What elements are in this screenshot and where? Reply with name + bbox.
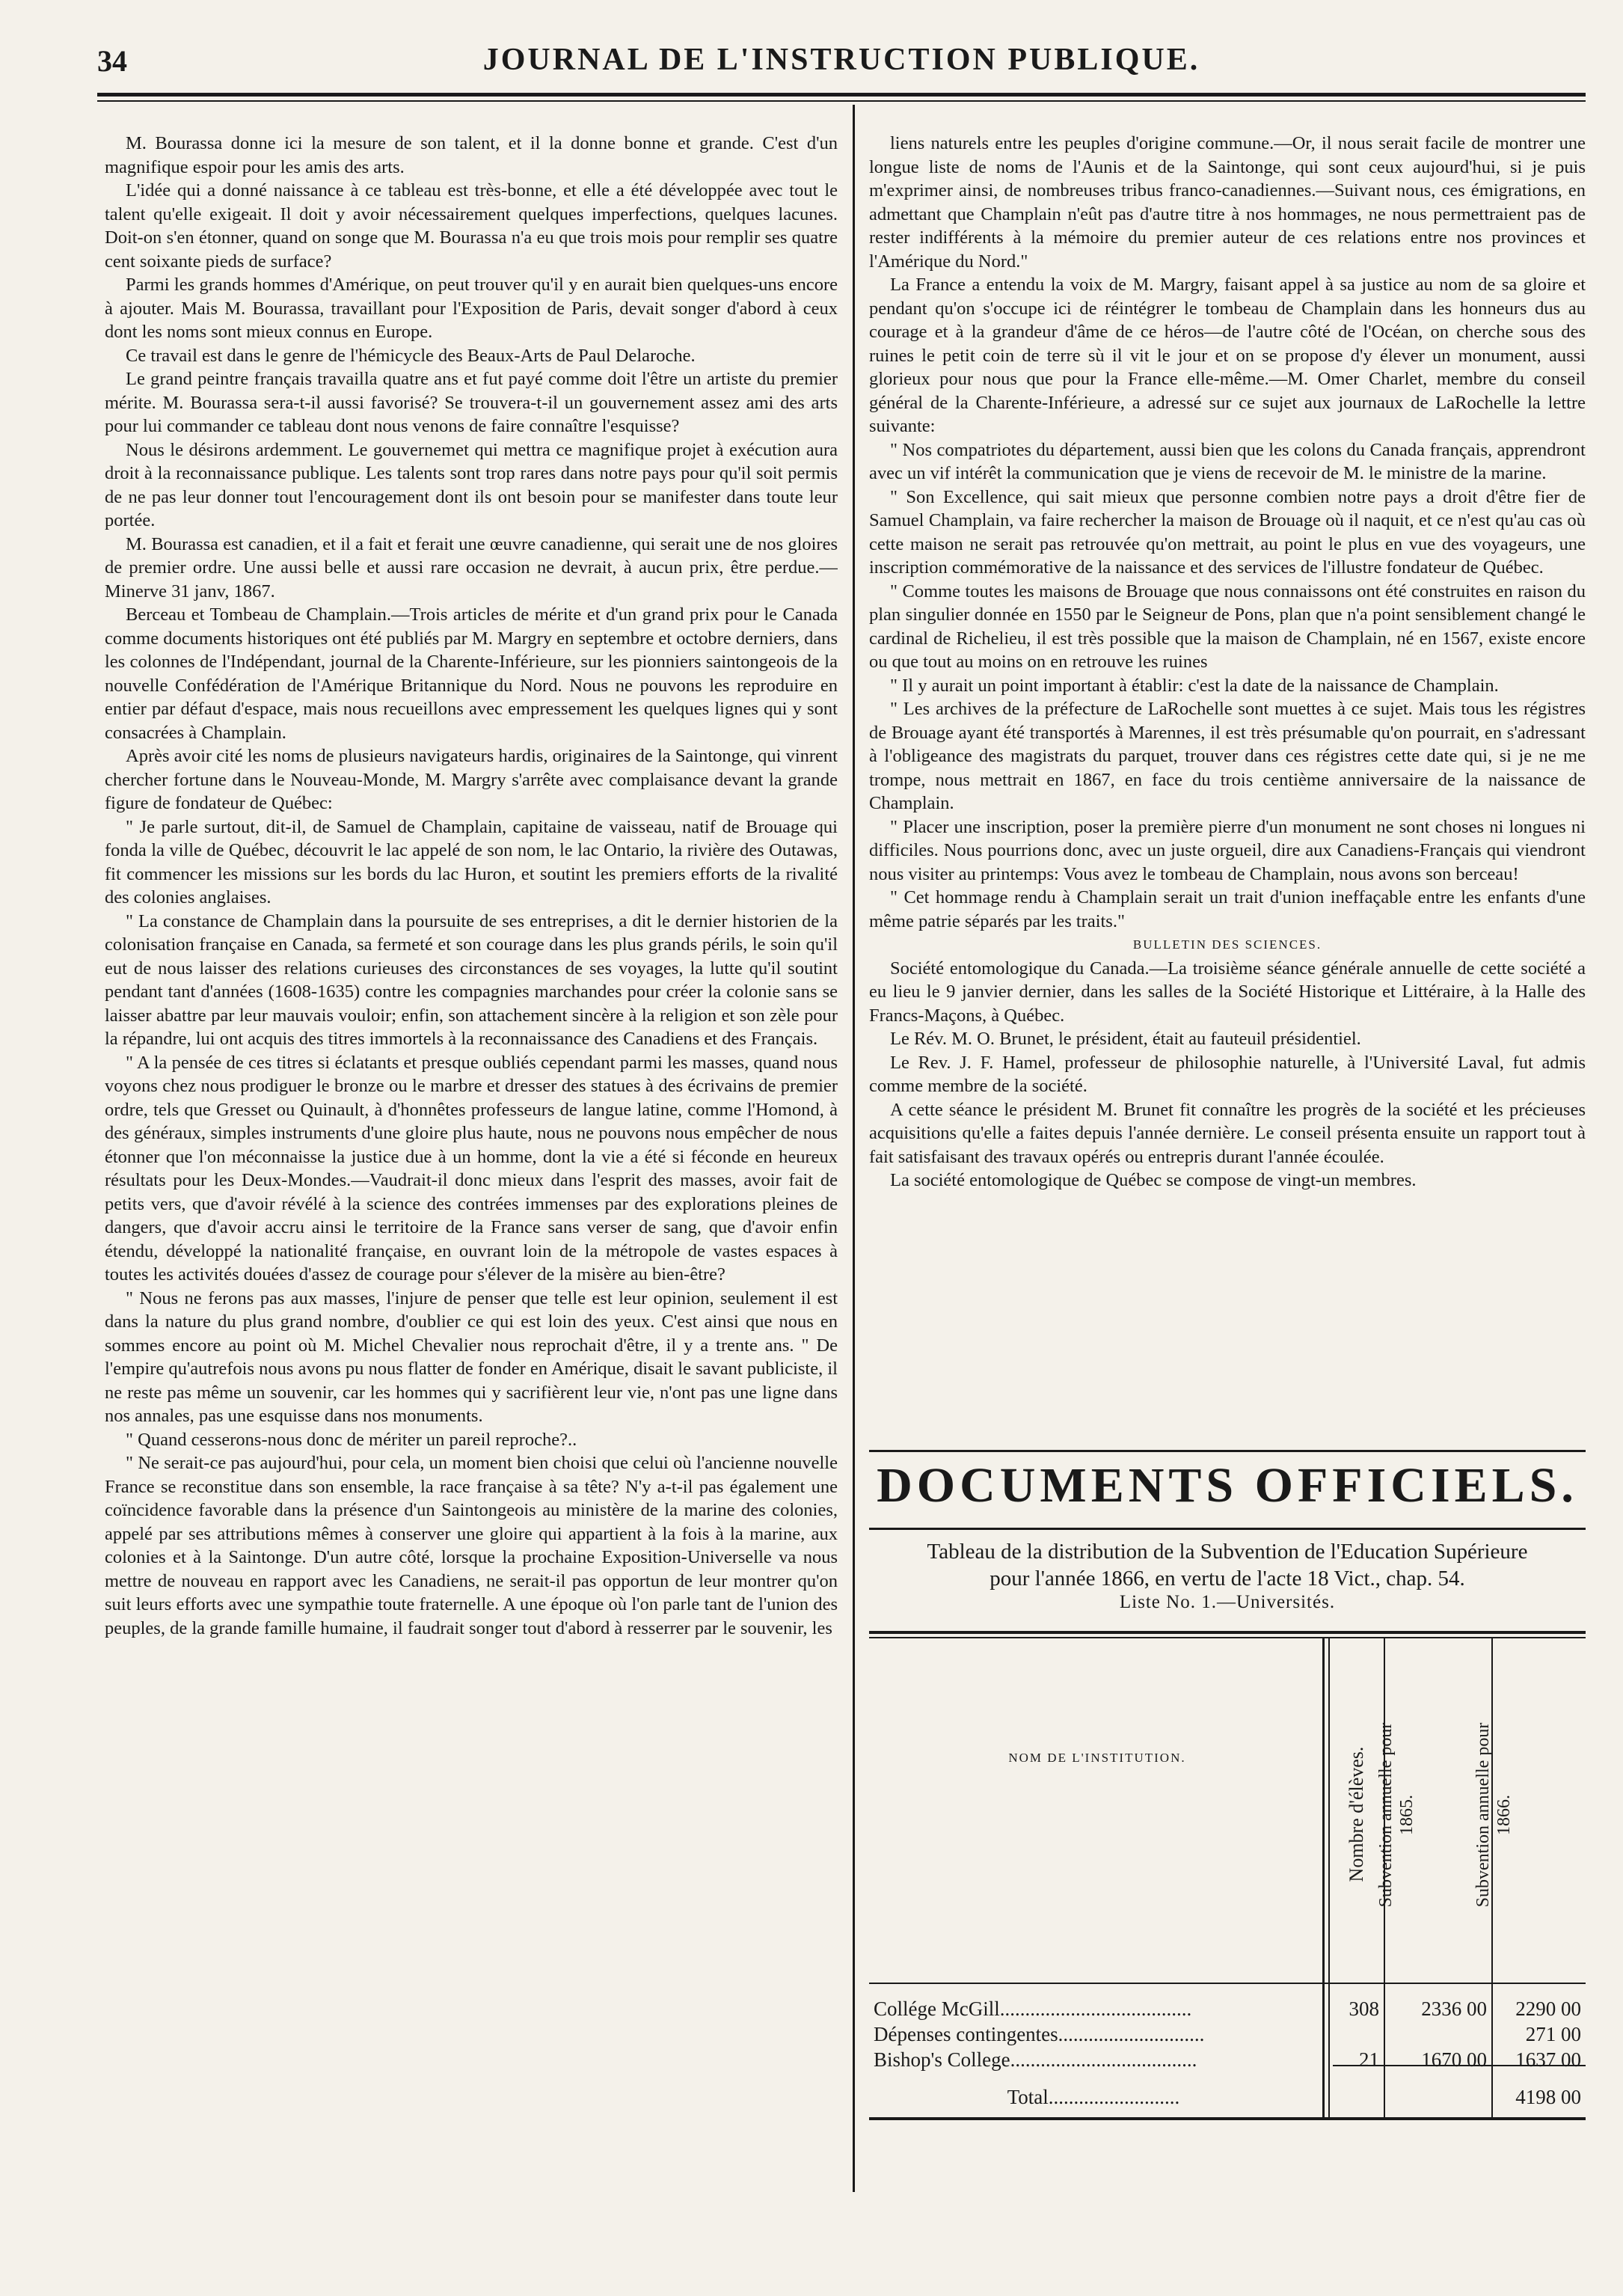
table-total-row	[869, 2086, 1586, 2111]
article-paragraph: " Les archives de la préfecture de LaRochelle sont muettes à ce sujet. Mais tous les régistres de Brouage ayant été transportés à Marennes, il est très présumable qu'on pourrait, en s'adressant à l'obligeance des magistrats du parquet, trouver dans ces régistres cette date qui, si je ne me trompe, nous mettrait en 1867, en face du trois centième anniversaire de la naissance de Champlain.	[869, 699, 1586, 813]
article-paragraph: " La constance de Champlain dans la poursuite de ses entreprises, a dit le dernier historien de la colonisation française en Canada, sa fermeté et son courage dans les plus grands périls, le soin qu'il eut de nous laisser des relations curieuses des circonstances de ses voyages, la lutte qu'il soutint pendant tant d'années (1608-1635) contre les compagnies marchandes pour créer la colonie sans se laisser abattre par leur mauvais vouloir; enfin, son attachement sincère à la religion et son zèle pour la répandre, lui ont acquis des titres immortels à la reconnaissance des Canadiens et des Français.	[105, 910, 838, 1049]
article-paragraph: Le Rév. M. O. Brunet, le président, était au fauteuil présidentiel.	[890, 1029, 1361, 1049]
subvention-table	[869, 1631, 1586, 2125]
article-paragraph: " A la pensée de ces titres si éclatants et presque oubliés cependant parmi les masses, quand nous voyons chez nous prodiguer le bronze ou le marbre et dresser des statues à des écrivains de premier ordre, tels que Gresset ou Quinault, à d'honnêtes professeurs de langue latine, comme l'Homond, à des généraux, simples instruments d'une gloire plus haute, nous ne pouvons nous empêcher de nous étonner que l'on méconnaisse la justice due à un homme, dont la vie a été si féconde en heureux résultats pour les Deux-Mondes.—Vaudrait-il donc mieux dans l'esprit des masses, avoir fait de petits vers, que d'avoir révélé à la science des contrées immenses par des explorations pleines de dangers, que d'avoir accru ainsi le territoire de la France sans verser de sang, que d'avoir enfin étendu, développé la nationalité française, en ouvrant loin de la métropole de vastes espaces à toutes les activités douées d'assez de courage pour s'élever de la misère au bien-être?	[105, 1052, 838, 1285]
table-caption-line1: Tableau de la distribution de la Subvention de l'Education Supérieure	[927, 1540, 1528, 1564]
total-value: 4198 00	[1515, 2086, 1581, 2108]
table-header-rule	[869, 1983, 1586, 1984]
article-paragraph: M. Bourassa est canadien, et il a fait et ferait une œuvre canadienne, qui serait une de nos gloires de premier ordre. Une aussi belle et aussi rare occasion ne devrait, à aucun prix, être perdue.—Minerve 31 janv, 1867.	[105, 533, 838, 601]
documents-rule-top	[869, 1450, 1586, 1452]
article-paragraph: Parmi les grands hommes d'Amérique, on peut trouver qu'il y en aurait bien quelques-uns encore à ajouter. Mais M. Bourassa, travaillant pour l'Exposition de Paris, devait songer d'abord à ceux dont les noms sont mieux connus en Europe.	[105, 275, 838, 342]
header-students: Nombre d'élèves.	[1346, 1746, 1367, 1882]
article-paragraph: L'idée qui a donné naissance à ce tableau est très-bonne, et elle a été développée avec tout le talent qu'elle exigeait. Il doit y avoir nécessairement quelques imperfections, quelques lacunes. Doit-on s'en étonner, quand on songe que M. Bourassa n'a eu que trois mois pour remplir ses quatre cent soixante pieds de surface?	[105, 180, 838, 272]
article-paragraph: liens naturels entre les peuples d'origine commune.—Or, il nous serait facile de montrer une longue liste de noms de l'Aunis et de la Saintonge, qui sont ceux aujourd'hui, si je puis m'exprimer ainsi, de nombreuses tribus franco-canadiennes.—Suivant nous, ces émigrations, en admettant que Champlain n'eût pas d'autre titre à nos hommages, ne nous permettraient pas de rester indifférents à la mémoire du premier auteur de ces relations entre nos provinces et l'Amérique du Nord."	[869, 133, 1586, 272]
article-paragraph: La France a entendu la voix de M. Margry, faisant appel à sa justice au nom de sa gloire et pendant qu'on s'occupe ici de réintégrer le tombeau de Champlain dans les honneurs dus au courage et à la grandeur d'âme de ce héros—de l'autre côté de l'Océan, on cherche sous des ruines le petit coin de terre sù il vit le jour et on se propose d'y élever un monument, aussi glorieux pour nous que pour la France elle-même.—M. Omer Charlet, membre du conseil général de la Charente-Inférieure, a adressé sur ce sujet aux journaux de LaRochelle la lettre suivante:	[869, 275, 1586, 436]
header-institution-name: NOM DE L'INSTITUTION.	[1008, 1751, 1186, 1765]
table-border-bottom	[869, 2117, 1586, 2120]
article-paragraph: " Nous ne ferons pas aux masses, l'injure de penser que telle est leur opinion, seulement il est dans la nature du plus grand nombre, d'oublier ce qui est loin des yeux. C'est ainsi que nous en sommes encore au point où M. Michel Chevalier nous reprochait d'être, il y a trente ans. " De l'empire qu'autrefois nous avons pu nous flatter de fonder en Amérique, disait le savant publiciste, il ne reste pas même un souvenir, car les hommes qui y sacrifièrent leur vie, n'ont pas une ligne dans nos annales, pas une esquisse dans nos monuments.	[105, 1288, 838, 1426]
table-row	[869, 2048, 1586, 2074]
article-paragraph: " Placer une inscription, poser la première pierre d'un monument ne sont choses ni longues ni difficiles. Nous pourrions donc, avec un juste orgueil, dire aux Canadiens-Français qui viendront nous visiter au printemps: Vous avez le tombeau de Champlain, nous avons son berceau!	[869, 816, 1586, 884]
right-column	[869, 132, 1586, 1441]
article-paragraph: Le grand peintre français travailla quatre ans et fut payé comme doit l'être un artiste du premier mérite. M. Bourassa sera-t-il aussi favorisé? Se trouvera-t-il un gouvernement assez ami des arts pour lui commander ce tableau dont nous venons de faire connaître l'esquisse?	[105, 369, 838, 436]
journal-title: JOURNAL DE L'INSTRUCTION PUBLIQUE.	[482, 43, 1200, 77]
article-paragraph: " Quand cesserons-nous donc de mériter un pareil reproche?..	[126, 1429, 577, 1450]
article-paragraph: Société entomologique du Canada.—La troisième séance générale annuelle de cette société a eu lieu le 9 janvier dernier, dans les salles de la Société Historique et Littéraire, à la Halle des Francs-Maçons, à Québec.	[869, 958, 1586, 1026]
header-subvention-1866: Subvention annuelle pour 1866.	[1473, 1722, 1514, 1908]
article-paragraph: Berceau et Tombeau de Champlain.—Trois articles de mérite et d'un grand prix pour le Canada comme documents historiques ont été publiés par M. Margry en septembre et octobre derniers, dans les colonnes de l'Indépendant, journal de la Charente-Inférieure, sur les pionniers saintongeois de la nouvelle Confédération de l'Amérique Britannique du Nord. Nous ne pouvons les reproduire en entier par défaut d'espace, mais nous recueillons avec empressement les quelques lignes qui y sont consacrées à Champlain.	[105, 604, 838, 743]
row-subvention-1866: 2290 00	[1515, 1997, 1581, 2020]
left-column	[105, 132, 838, 2167]
table-border-top	[869, 1631, 1586, 1634]
table-border-top-inner	[869, 1637, 1586, 1638]
article-paragraph: " Ne serait-ce pas aujourd'hui, pour cela, un moment bien choisi que celui où l'ancienne nouvelle France se reconstitue dans son ensemble, la race française à sa tête? N'y a-t-il pas également une coïncidence favorable dans la présence d'un Saintongeois au ministère de la marine des colonies, appelé par ses attributions mêmes à conserver une gloire qui appartient à la fois à la marine, aux colonies et à la Saintonge. D'un autre côté, lorsque la prochaine Exposition-Universelle va nous mettre de nouveau en rapport avec les Canadiens, ne serait-il pas opportun de leur montrer qu'on suit leurs efforts avec une sympathie toute fraternelle. A une époque où l'on parle tant de l'union des peuples, de la grande famille humaine, il faudrait songer tout d'abord à resserrer par le souvenir, les	[105, 1453, 838, 1638]
article-paragraph: Ce travail est dans le genre de l'hémicycle des Beaux-Arts de Paul Delaroche.	[126, 345, 696, 366]
table-row	[869, 1997, 1586, 2023]
column-divider	[853, 105, 855, 2192]
article-paragraph: " Il y aurait un point important à établir: c'est la date de la naissance de Champlain.	[890, 675, 1499, 696]
article-paragraph: " Comme toutes les maisons de Brouage que nous connaissons ont été construites en raison du plan singulier donnée en 1550 par le Seigneur de Pons, plan que n'a point sensiblement changé le cardinal de Richelieu, il est très possible que la maison de Champlain, né en 1567, existe encore ou que tout au moins on en retrouve les ruines	[869, 581, 1586, 672]
documents-rule-bottom	[869, 1528, 1586, 1530]
article-paragraph: A cette séance le président M. Brunet fit connaître les progrès de la société et les précieuses acquisitions qu'elle a faites depuis l'année dernière. Le conseil présenta ensuite un rapport tout à fait satisfaisant des travaux opérés ou entrepris durant l'année écoulée.	[869, 1099, 1586, 1167]
row-subvention-1866: 1637 00	[1515, 2048, 1581, 2071]
row-subvention-1865: 1670 00	[1421, 2048, 1487, 2071]
section-heading: BULLETIN DES SCIENCES.	[1132, 937, 1322, 952]
article-paragraph: Le Rev. J. F. Hamel, professeur de philosophie naturelle, à l'Université Laval, fut admis comme membre de la société.	[869, 1052, 1586, 1096]
row-institution: Dépenses contingentes.............................	[874, 2023, 1205, 2045]
article-paragraph: " Je parle surtout, dit-il, de Samuel de Champlain, capitaine de vaisseau, natif de Brouage qui fonda la ville de Québec, découvrit le lac appelé de son nom, le lac Ontario, la rivière des Outawas, fit commencer les missions sur les bords du lac Huron, et soutint les premiers efforts de la rivalité des colonies anglaises.	[105, 816, 838, 907]
table-list-title: Liste No. 1.—Universités.	[1119, 1592, 1336, 1612]
header-rule-thick	[97, 93, 1586, 97]
row-students: 21	[1359, 2048, 1379, 2071]
table-caption-line2: pour l'année 1866, en vertu de l'acte 18 Vict., chap. 54.	[990, 1567, 1465, 1591]
header-rule-thin	[97, 100, 1586, 102]
article-paragraph: La société entomologique de Québec se compose de vingt-un membres.	[890, 1170, 1417, 1190]
row-students: 308	[1349, 1997, 1379, 2020]
article-paragraph: " Nos compatriotes du département, aussi bien que les colons du Canada français, apprendront avec un vif intérêt la communication que je viens de recevoir de M. le ministre de la marine.	[869, 439, 1586, 483]
article-paragraph: M. Bourassa donne ici la mesure de son talent, et il la donne bonne et grande. C'est d'un magnifique espoir pour les amis des arts.	[105, 133, 838, 177]
page-number: 34	[97, 44, 127, 78]
header-subvention-1865: Subvention annuelle pour 1865.	[1376, 1722, 1417, 1908]
table-row	[869, 2023, 1586, 2048]
article-paragraph: " Son Excellence, qui sait mieux que personne combien notre pays a droit d'être fier de Samuel Champlain, va faire rechercher la maison de Brouage où il naquit, et ce n'est qu'au cas où cette maison ne serait pas retrouvée qu'on mettrait, au point le plus en vue des voyageurs, une inscription commémorative de la naissance et des services de l'illustre fondateur de Québec.	[869, 486, 1586, 578]
article-paragraph: " Cet hommage rendu à Champlain serait un trait d'union ineffaçable entre les enfants d'une même patrie séparés par les traits."	[869, 887, 1586, 931]
total-label: Total..........................	[1007, 2086, 1180, 2108]
article-paragraph: Après avoir cité les noms de plusieurs navigateurs hardis, originaires de la Saintonge, qui vinrent chercher fortune dans le Nouveau-Monde, M. Margry s'arrête avec complaisance devant la grande figure de fondateur de Québec:	[105, 746, 838, 813]
documents-title: DOCUMENTS OFFICIELS.	[877, 1458, 1578, 1513]
table-caption	[869, 1538, 1586, 1592]
row-institution: Collége McGill......................................	[874, 1997, 1192, 2020]
article-paragraph: Nous le désirons ardemment. Le gouvernemet qui mettra ce magnifique projet à exécution aura droit à la reconnaissance publique. Les talents sont trop rares dans notre pays pour qu'il soit permis de ne pas leur donner tout l'encouragement dont ils ont besoin pour se manifester dans toute leur portée.	[105, 439, 838, 530]
row-subvention-1865: 2336 00	[1421, 1997, 1487, 2020]
row-subvention-1866: 271 00	[1525, 2023, 1581, 2045]
row-institution: Bishop's College.....................................	[874, 2048, 1197, 2071]
page-header	[97, 39, 1586, 84]
